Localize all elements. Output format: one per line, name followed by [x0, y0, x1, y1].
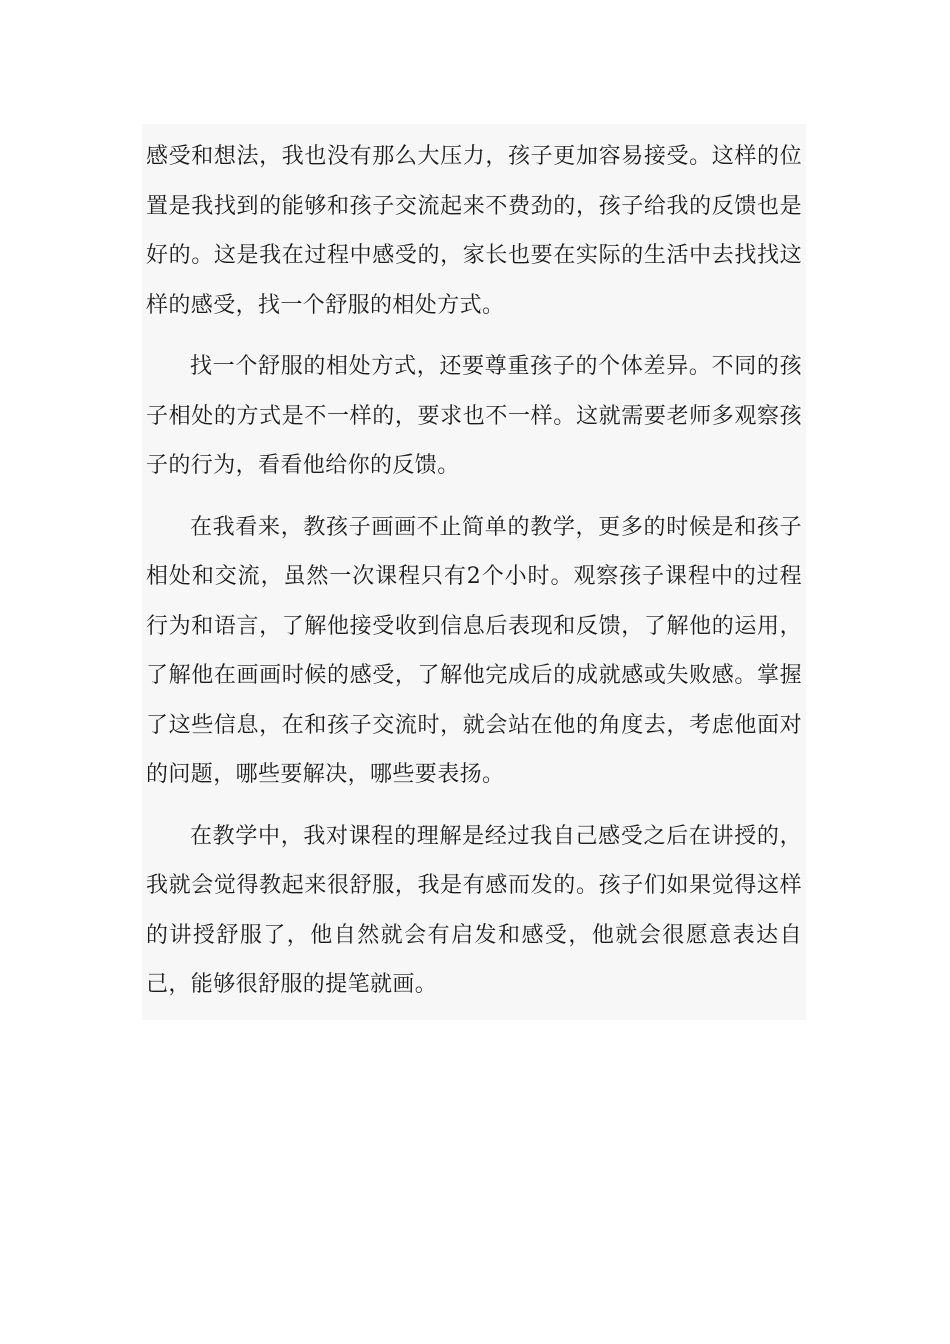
- paragraph-2: 找一个舒服的相处方式，还要尊重孩子的个体差异。不同的孩子相处的方式是不一样的，要求也不一样。这就需要老师多观察孩子的行为，看看他给你的反馈。: [146, 354, 802, 478]
- text-block: [142, 124, 806, 1020]
- paragraph-3: 在我看来，教孩子画画不止简单的教学，更多的时候是和孩子相处和交流，虽然一次课程只有2个小时。观察孩子课程中的过程行为和语言，了解他接受收到信息后表现和反馈，了解他的运用，了解他在画画时候的感受，了解他完成后的成就感或失败感。掌握了这些信息，在和孩子交流时，就会站在他的角度去，考虑他面对的问题，哪些要解决，哪些要表扬。: [146, 514, 802, 787]
- paragraph-1: 感受和想法，我也没有那么大压力，孩子更加容易接受。这样的位置是我找到的能够和孩子交流起来不费劲的，孩子给我的反馈也是好的。这是我在过程中感受的，家长也要在实际的生活中去找找这样的感受，找一个舒服的相处方式。: [146, 144, 802, 318]
- paragraph-4: 在教学中，我对课程的理解是经过我自己感受之后在讲授的，我就会觉得教起来很舒服，我是有感而发的。孩子们如果觉得这样的讲授舒服了，他自然就会有启发和感受，他就会很愿意表达自己，能够很舒服的提笔就画。: [146, 823, 802, 997]
